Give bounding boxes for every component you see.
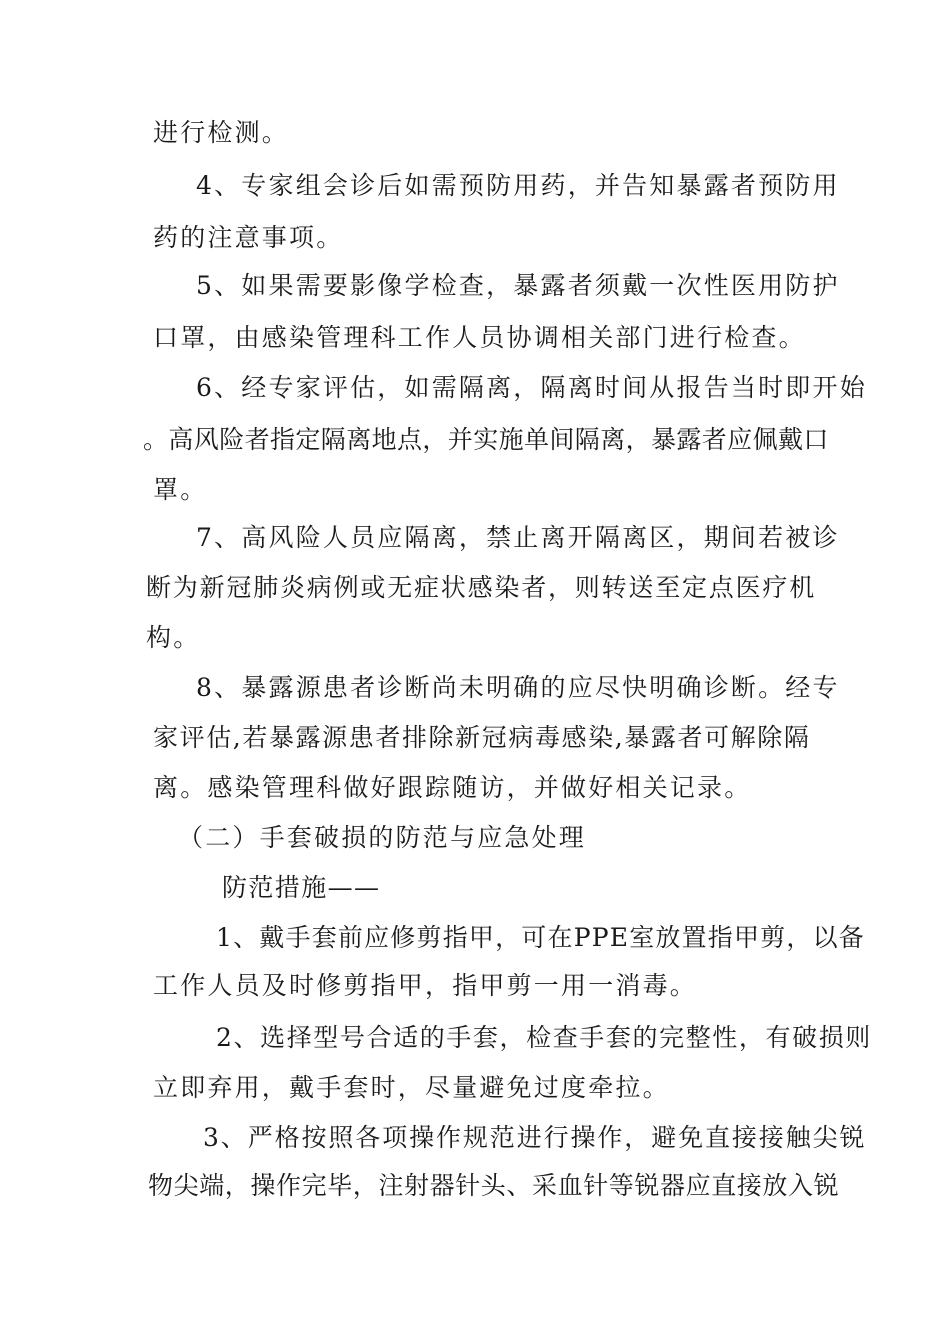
text-line: 7、高风险人员应隔离，禁止离开隔离区，期间若被诊	[196, 523, 840, 552]
text-line: 3、严格按照各项操作规范进行操作，避免直接接触尖锐	[203, 1123, 867, 1152]
subheading: 防范措施——	[222, 873, 381, 902]
text-line: 1、戴手套前应修剪指甲，可在PPE室放置指甲剪，以备	[216, 923, 865, 952]
text-line: 工作人员及时修剪指甲，指甲剪一用一消毒。	[153, 971, 698, 1000]
section-heading: （二）手套破损的防范与应急处理	[178, 823, 587, 852]
text-line: 5、如果需要影像学检查，暴露者须戴一次性医用防护	[196, 271, 840, 300]
text-line: 药的注意事项。	[153, 223, 344, 252]
text-line: 离。感染管理科做好跟踪随访，并做好相关记录。	[153, 773, 752, 802]
text-line: 。高风险者指定隔离地点，并实施单间隔离，暴露者应佩戴口	[143, 425, 829, 454]
text-line: 4、专家组会诊后如需预防用药，并告知暴露者预防用	[196, 171, 840, 200]
text-line: 罩。	[153, 475, 208, 504]
text-line: 断为新冠肺炎病例或无症状感染者，则转送至定点医疗机	[146, 573, 817, 602]
text-line: 物尖端，操作完毕，注射器针头、采血针等锐器应直接放入锐	[148, 1171, 840, 1200]
text-line: 口罩，由感染管理科工作人员协调相关部门进行检查。	[153, 323, 806, 352]
text-line: 6、经专家评估，如需隔离，隔离时间从报告当时即开始	[196, 373, 867, 402]
text-line: 8、暴露源患者诊断尚未明确的应尽快明确诊断。经专	[196, 673, 840, 702]
text-line: 进行检测。	[153, 118, 290, 147]
text-line: 2、选择型号合适的手套，检查手套的完整性，有破损则	[216, 1023, 872, 1052]
text-line: 家评估,若暴露源患者排除新冠病毒感染,暴露者可解除隔	[153, 723, 811, 752]
text-line: 立即弃用，戴手套时，尽量避免过度牵拉。	[153, 1073, 670, 1102]
text-line: 构。	[146, 623, 201, 652]
